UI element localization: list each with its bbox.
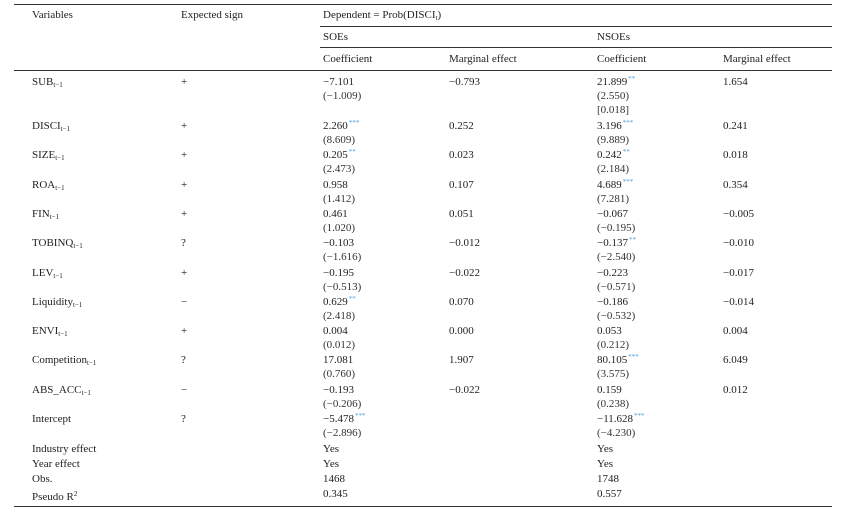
nsoe-t-stat: (−2.540)	[597, 251, 636, 263]
bottom-rule	[14, 506, 832, 507]
expected-sign: +	[181, 149, 188, 161]
dependent-sub: t	[435, 14, 438, 22]
nsoe-coefficient-value: 0.053	[597, 325, 622, 337]
nsoe-t-stat: (−0.195)	[597, 222, 636, 234]
soe-t-stat: (−0.206)	[323, 398, 362, 410]
nsoe-coefficient	[597, 76, 635, 89]
footer-label-text: Industry effect	[32, 443, 97, 455]
significance-stars: ***	[628, 353, 639, 361]
nsoe-coefficient-value: 21.899	[597, 76, 628, 88]
nsoe-coefficient-value: 80.105	[597, 354, 628, 366]
soe-t-stat: (−1.616)	[323, 251, 362, 263]
header-dependent	[323, 9, 441, 25]
soe-coefficient	[323, 76, 354, 89]
footer-soe-value: 0.345	[323, 488, 348, 500]
nsoe-coefficient	[597, 296, 628, 309]
soe-t-stat: (−1.009)	[323, 90, 362, 102]
nsoe-t-stat: (0.238)	[597, 398, 630, 410]
variable-label: SIZE	[32, 149, 56, 161]
nsoe-marginal-effect: −0.010	[723, 237, 754, 249]
expected-sign: +	[181, 267, 188, 279]
soe-coefficient-value: 17.081	[323, 354, 354, 366]
expected-sign: +	[181, 208, 188, 220]
nsoe-coefficient-value: 0.159	[597, 384, 622, 396]
nsoe-t-stat: (−4.230)	[597, 427, 636, 439]
soe-marginal-effect: −0.012	[449, 237, 480, 249]
dependent-prefix: Dependent = Prob(DISCI	[323, 9, 436, 21]
variable-subscript: t−1	[72, 301, 83, 309]
soe-marginal-effect: 0.051	[449, 208, 474, 220]
soe-coefficient-value: −5.478	[323, 413, 354, 425]
significance-stars: ***	[348, 119, 360, 127]
variable-label: ABS_ACC	[32, 384, 82, 396]
nsoe-coefficient-value: −0.186	[597, 296, 628, 308]
soe-coefficient	[323, 179, 348, 192]
soe-coefficient	[323, 296, 356, 309]
footer-nsoe-value: Yes	[597, 458, 614, 470]
nsoe-coefficient-value: −0.067	[597, 208, 628, 220]
footer-nsoe-value: 0.557	[597, 488, 622, 500]
variable-subscript: t−1	[55, 184, 65, 192]
nsoe-marginal-effect: 0.012	[723, 384, 748, 396]
nsoe-coefficient-value: −11.628	[597, 413, 634, 425]
soe-coefficient-value: −0.193	[323, 384, 354, 396]
variable-subscript: t−1	[73, 242, 83, 250]
variable-name	[32, 76, 63, 92]
soe-t-stat: (1.412)	[323, 193, 356, 205]
nsoe-coefficient	[597, 354, 639, 367]
soe-marginal-effect: −0.022	[449, 267, 480, 279]
variable-subscript: t−1	[58, 330, 68, 338]
nsoe-coefficient	[597, 179, 633, 192]
significance-stars: ***	[622, 119, 634, 127]
nsoe-t-stat: (−0.571)	[597, 281, 636, 293]
header-bottom-rule	[14, 70, 832, 71]
nsoe-coefficient-value: 3.196	[597, 120, 622, 132]
variable-label: ENVI	[32, 325, 59, 337]
nsoe-coefficient	[597, 208, 628, 221]
soe-marginal-effect: −0.793	[449, 76, 480, 88]
soe-coefficient	[323, 354, 353, 367]
soe-coefficient-value: −7.101	[323, 76, 354, 88]
soe-coefficient-value: −0.103	[323, 237, 354, 249]
nsoe-t-stat: (2.550)	[597, 90, 630, 102]
footer-nsoe-value: Yes	[597, 443, 614, 455]
nsoe-coefficient-value: 4.689	[597, 179, 622, 191]
footer-soe-value: 1468	[323, 473, 345, 485]
significance-stars: **	[622, 148, 630, 156]
expected-sign: ?	[181, 354, 186, 366]
soe-coefficient-value: 0.958	[323, 179, 348, 191]
footer-label-text: Obs.	[32, 473, 53, 485]
header-nsoe-marginal-effect: Marginal effect	[723, 53, 791, 65]
variable-subscript: t−1	[53, 272, 63, 280]
variable-name	[32, 354, 96, 370]
expected-sign: +	[181, 76, 188, 88]
significance-stars: **	[628, 75, 636, 83]
footer-soe-value: Yes	[323, 443, 340, 455]
nsoe-marginal-effect: 0.354	[723, 179, 748, 191]
nsoe-t-stat: (0.212)	[597, 339, 630, 351]
soe-coefficient	[323, 267, 354, 280]
variable-label: SUB	[32, 76, 54, 88]
nsoe-coefficient-value: 0.242	[597, 149, 622, 161]
header-group-soes: SOEs	[323, 31, 349, 43]
soe-t-stat: (1.020)	[323, 222, 356, 234]
soe-t-stat: (8.609)	[323, 134, 356, 146]
soe-t-stat: (−0.513)	[323, 281, 362, 293]
expected-sign: +	[181, 120, 188, 132]
variable-label: ROA	[32, 179, 56, 191]
soe-marginal-effect: −0.022	[449, 384, 480, 396]
soe-coefficient	[323, 208, 348, 221]
nsoe-t-stat: (7.281)	[597, 193, 630, 205]
expected-sign: −	[181, 384, 188, 396]
soe-marginal-effect: 0.070	[449, 296, 474, 308]
soe-coefficient-value: 0.461	[323, 208, 348, 220]
footer-label	[32, 443, 96, 456]
nsoe-t-stat: (−0.532)	[597, 310, 636, 322]
nsoe-t-stat: (3.575)	[597, 368, 630, 380]
footer-label-text: Pseudo R	[32, 491, 74, 503]
soe-marginal-effect: 0.000	[449, 325, 474, 337]
variable-subscript: t−1	[55, 154, 65, 162]
variable-label: TOBINQ	[32, 237, 74, 249]
variable-label: Intercept	[32, 413, 72, 425]
nsoe-coefficient	[597, 120, 633, 133]
variable-name	[32, 384, 91, 400]
significance-stars: **	[628, 236, 636, 244]
variable-subscript: t−1	[49, 213, 60, 221]
soe-coefficient-value: 0.004	[323, 325, 348, 337]
soe-marginal-effect: 0.107	[449, 179, 474, 191]
variable-name	[32, 296, 82, 312]
soe-coefficient	[323, 149, 356, 162]
header-soe-marginal-effect: Marginal effect	[449, 53, 517, 65]
header-variables: Variables	[32, 9, 73, 21]
variable-name	[32, 208, 59, 224]
significance-stars: **	[348, 295, 356, 303]
nsoe-t-stat: (2.184)	[597, 163, 630, 175]
dependent-rule	[320, 26, 832, 27]
footer-label	[32, 473, 52, 486]
nsoe-coefficient	[597, 384, 622, 397]
nsoe-marginal-effect: 0.018	[723, 149, 748, 161]
nsoe-coefficient	[597, 149, 630, 162]
soe-coefficient	[323, 120, 359, 133]
variable-label: Liquidity	[32, 296, 73, 308]
significance-stars: ***	[354, 412, 366, 420]
soe-coefficient	[323, 384, 354, 397]
significance-stars: ***	[622, 178, 634, 186]
nsoe-marginal-effect: 1.654	[723, 76, 748, 88]
nsoe-marginal-effect: 0.241	[723, 120, 748, 132]
nsoe-marginal-effect: 0.004	[723, 325, 748, 337]
significance-stars: **	[348, 148, 356, 156]
footer-label-text: Year effect	[32, 458, 80, 470]
variable-name	[32, 120, 70, 136]
variable-subscript: t−1	[60, 125, 71, 133]
nsoe-coefficient	[597, 267, 628, 280]
soe-t-stat: (0.760)	[323, 368, 356, 380]
variable-name	[32, 149, 65, 165]
soe-marginal-effect: 1.907	[449, 354, 474, 366]
variable-subscript: t−1	[81, 389, 91, 397]
nsoe-marginal-effect: −0.005	[723, 208, 754, 220]
header-soe-coefficient: Coefficient	[323, 53, 373, 65]
variable-subscript: t−1	[87, 359, 97, 367]
header-expected-sign: Expected sign	[181, 9, 244, 21]
footer-nsoe-value: 1748	[597, 473, 619, 485]
nsoe-coefficient	[597, 325, 622, 338]
soe-coefficient	[323, 237, 354, 250]
soe-coefficient-value: 0.629	[323, 296, 348, 308]
dependent-suffix: )	[437, 9, 442, 21]
nsoe-marginal-effect: −0.014	[723, 296, 754, 308]
nsoe-t-stat: (9.889)	[597, 134, 630, 146]
expected-sign: +	[181, 179, 188, 191]
variable-name	[32, 325, 68, 341]
footer-soe-value: Yes	[323, 458, 340, 470]
variable-label: LEV	[32, 267, 54, 279]
nsoe-coefficient-value: −0.137	[597, 237, 628, 249]
header-group-nsoes: NSOEs	[597, 31, 631, 43]
nsoe-p-value: [0.018]	[597, 104, 630, 116]
header-nsoe-coefficient: Coefficient	[597, 53, 647, 65]
soe-t-stat: (2.418)	[323, 310, 356, 322]
soe-marginal-effect: 0.023	[449, 149, 474, 161]
group-rule	[320, 47, 832, 48]
significance-stars: ***	[634, 412, 645, 420]
soe-coefficient	[323, 413, 365, 426]
nsoe-coefficient-value: −0.223	[597, 267, 628, 279]
footer-label	[32, 488, 77, 504]
variable-label: FIN	[32, 208, 50, 220]
variable-label: DISCI	[32, 120, 61, 132]
nsoe-coefficient	[597, 237, 636, 250]
soe-coefficient	[323, 325, 348, 338]
soe-t-stat: (−2.896)	[323, 427, 362, 439]
soe-coefficient-value: 2.260	[323, 120, 348, 132]
top-rule	[14, 4, 832, 5]
nsoe-coefficient	[597, 413, 645, 426]
variable-name	[32, 413, 71, 426]
nsoe-marginal-effect: 6.049	[723, 354, 748, 366]
expected-sign: −	[181, 296, 188, 308]
expected-sign: ?	[181, 237, 186, 249]
expected-sign: ?	[181, 413, 186, 425]
footer-label-superscript: 2	[73, 490, 78, 498]
soe-coefficient-value: 0.205	[323, 149, 348, 161]
variable-name	[32, 179, 65, 195]
variable-name	[32, 267, 63, 283]
expected-sign: +	[181, 325, 188, 337]
soe-t-stat: (2.473)	[323, 163, 356, 175]
nsoe-marginal-effect: −0.017	[723, 267, 754, 279]
soe-marginal-effect: 0.252	[449, 120, 474, 132]
variable-subscript: t−1	[53, 81, 63, 89]
soe-coefficient-value: −0.195	[323, 267, 354, 279]
footer-label	[32, 458, 80, 471]
soe-t-stat: (0.012)	[323, 339, 356, 351]
variable-name	[32, 237, 83, 253]
variable-label: Competition	[32, 354, 87, 366]
